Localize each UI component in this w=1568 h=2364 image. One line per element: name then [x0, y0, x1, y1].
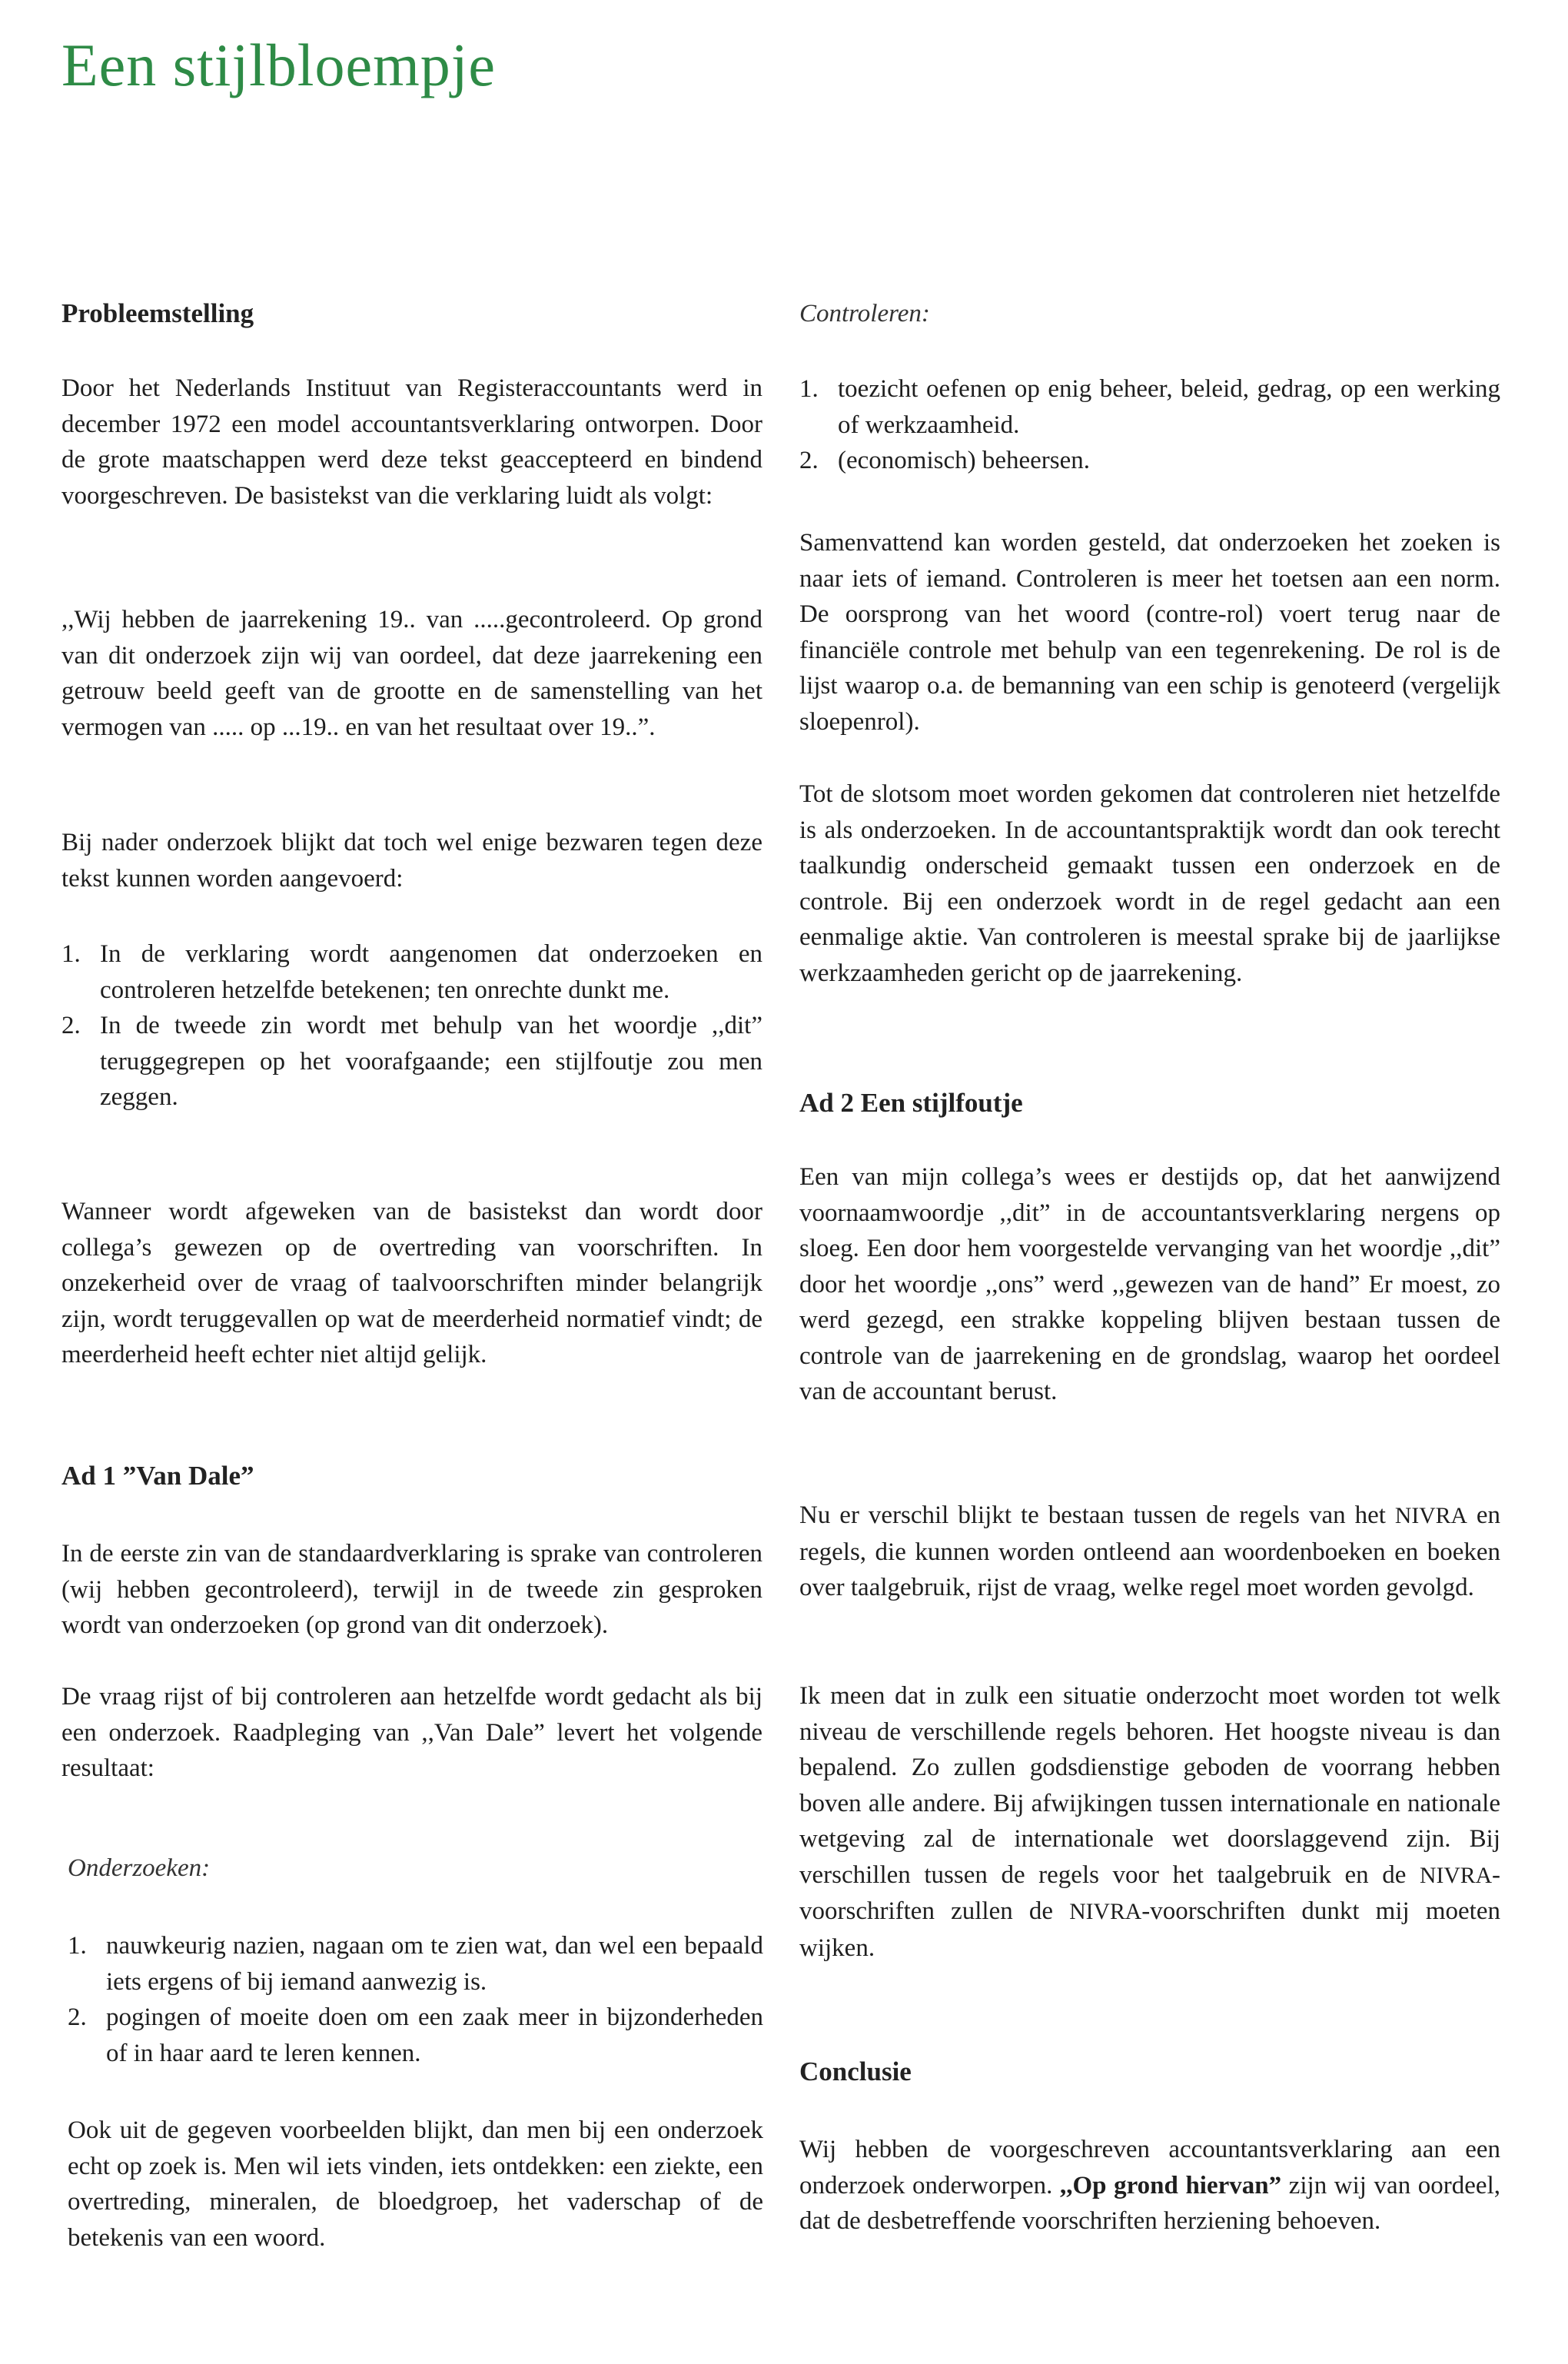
paragraph-deviation: Wanneer wordt afgeweken van de basistekst dan wordt door collega’s gewezen op de overtreding van voorschriften. In onzekerheid over de vraag of taalvoorschriften minder belangrijk zijn, wordt teruggevallen op wat de meerderheid normatief vindt; de meerderheid heeft echter niet altijd gelijk. — [61, 1198, 762, 1368]
onderzoeken-list — [68, 1928, 763, 2071]
list-number: 1. — [68, 1932, 87, 1960]
paragraph-quote: ,,Wij hebben de jaarrekening 19.. van .....gecontroleerd. Op grond van dit onderzoek zijn wij van oordeel, dat deze jaarrekening een getrouw beeld geeft van de grootte en de samenstelling van het vermogen van ..... op ...19.. en van het resultaat over 19..”. — [61, 606, 762, 741]
list-text: (economisch) beheersen. — [838, 447, 1091, 474]
list-text: In de verklaring wordt aangenomen dat onderzoeken en controleren hetzelfde betekenen; ten onrechte dunkt me. — [100, 940, 762, 1004]
levels-text-b: -voorschriften zullen de — [799, 1860, 1501, 1925]
levels-text-c: -voorschriften dunkt mij moeten wijken. — [799, 1897, 1500, 1962]
heading-ad2: Ad 2 Een stijlfoutje — [799, 1088, 1023, 1118]
list-number: 1. — [799, 375, 819, 403]
objections-list — [61, 936, 762, 1116]
paragraph-levels — [799, 1678, 1500, 1966]
list-number: 2. — [68, 2003, 87, 2031]
list-text: nauwkeurig nazien, nagaan om te zien wat, dan wel een bepaald iets ergens of bij iemand aanwezig is. — [106, 1932, 763, 1996]
levels-text-a: Ik meen dat in zulk een situatie onderzocht moet worden tot welk niveau de verschillende regels behoren. Het hoogste niveau is dan bepalend. Zo zullen godsdienstige geboden de voorrang hebben boven alle andere. Bij afwijkingen tussen internationale en nationale wetgeving zal de internationale wet doorslaggevend zijn. Bij verschillen tussen de regels voor het taalgebruik en de — [799, 1682, 1500, 1889]
paragraph-examples: Ook uit de gegeven voorbeelden blijkt, dan men bij een onderzoek echt op zoek is. Men wil iets vinden, iets ontdekken: een ziekte, een overtreding, mineralen, de bloedgroep, het vaderschap of de betekenis van een woord. — [68, 2116, 763, 2252]
nivra-abbrev: NIVRA — [1069, 1900, 1142, 1924]
list-text: toezicht oefenen op enig beheer, beleid, gedrag, op een werking of werkzaamheid. — [838, 375, 1500, 439]
rules-text-b: en regels, die kunnen worden ontleend aan woordenboeken en boeken over taalgebruik, rijst de vraag, welke regel moet worden gevolgd. — [799, 1501, 1501, 1601]
list-text: pogingen of moeite doen om een zaak meer in bijzonderheden of in haar aard te leren kennen. — [106, 2003, 763, 2067]
paragraph-objections-intro: Bij nader onderzoek blijkt dat toch wel enige bezwaren tegen deze tekst kunnen worden aangevoerd: — [61, 829, 762, 893]
nivra-abbrev: NIVRA — [1394, 1504, 1467, 1528]
list-item — [61, 1008, 762, 1116]
paragraph-summary: Samenvattend kan worden gesteld, dat onderzoeken het zoeken is naar iets of iemand. Controleren is meer het toetsen aan een norm. De oorsprong van het woord (contre-rol) voert terug naar de financiële controle met behulp van een tegenrekening. De rol is de lijst waarop o.a. de bemanning van een schip is genoteerd (vergelijk sloepenrol). — [799, 529, 1500, 736]
paragraph-ad2: Een van mijn collega’s wees er destijds op, dat het aanwijzend voornaamwoordje ,,dit” in de accountantsverklaring nergens op sloeg. Een door hem voorgestelde vervanging van het woordje ,,dit” door het woordje ,,ons” werd ,,gewezen van de hand” Er moest, zo werd gezegd, een strakke koppeling blijven bestaan tussen de controle van de jaarrekening en de grondslag, waarop het oordeel van de accountant berust. — [799, 1163, 1500, 1405]
article-title: Een stijlbloempje — [61, 32, 497, 98]
heading-ad1: Ad 1 ”Van Dale” — [61, 1461, 254, 1491]
list-number: 2. — [61, 1012, 81, 1039]
heading-probleemstelling: Probleemstelling — [61, 298, 254, 328]
label-onderzoeken: Onderzoeken: — [68, 1854, 211, 1882]
final-text-a: Wij hebben de voorgeschreven accountantsverklaring aan een onderzoek onderworpen. — [799, 2136, 1500, 2199]
controleren-list — [799, 371, 1500, 479]
label-controleren: Controleren: — [799, 300, 930, 328]
list-number: 2. — [799, 447, 819, 474]
final-text-b: zijn wij van oordeel, dat de desbetreffende voorschriften herziening behoeven. — [799, 2171, 1500, 2235]
paragraph-intro: Door het Nederlands Instituut van Registeraccountants werd in december 1972 een model accountantsverklaring ontworpen. Door de grote maatschappen werd deze tekst geaccepteerd en bindend voorgeschreven. De basistekst van die verklaring luidt als volgt: — [61, 374, 762, 510]
paragraph-ad1-a: In de eerste zin van de standaardverklaring is sprake van controleren (wij hebben gecontroleerd), terwijl in de tweede zin gesproken wordt van onderzoeken (op grond van dit onderzoek). — [61, 1540, 762, 1639]
list-item — [799, 443, 1500, 479]
list-number: 1. — [61, 940, 81, 968]
nivra-abbrev: NIVRA — [1420, 1863, 1493, 1888]
paragraph-rules — [799, 1498, 1500, 1606]
paragraph-final — [799, 2132, 1500, 2239]
paragraph-ad1-b: De vraag rijst of bij controleren aan hetzelfde wordt gedacht als bij een onderzoek. Raadpleging van ,,Van Dale” levert het volgende resultaat: — [61, 1683, 762, 1782]
final-bold-quote: ,,Op grond hiervan” — [1059, 2171, 1282, 2199]
rules-text-a: Nu er verschil blijkt te bestaan tussen de regels van het — [799, 1501, 1386, 1529]
list-item — [61, 936, 762, 1008]
list-item — [68, 2000, 763, 2071]
heading-conclusie: Conclusie — [799, 2056, 912, 2086]
list-item — [68, 1928, 763, 2000]
paragraph-conclusion-ad1: Tot de slotsom moet worden gekomen dat controleren niet hetzelfde is als onderzoeken. In de accountantspraktijk wordt dan ook terecht taalkundig onderscheid gemaakt tussen een onderzoek en de controle. Bij een onderzoek wordt in de regel gedacht aan een eenmalige aktie. Van controleren is meestal sprake bij de jaarlijkse werkzaamheden gericht op de jaarrekening. — [799, 780, 1500, 987]
list-text: In de tweede zin wordt met behulp van het woordje ,,dit” teruggegrepen op het voorafgaande; een stijlfoutje zou men zeggen. — [100, 1012, 762, 1111]
list-item — [799, 371, 1500, 443]
